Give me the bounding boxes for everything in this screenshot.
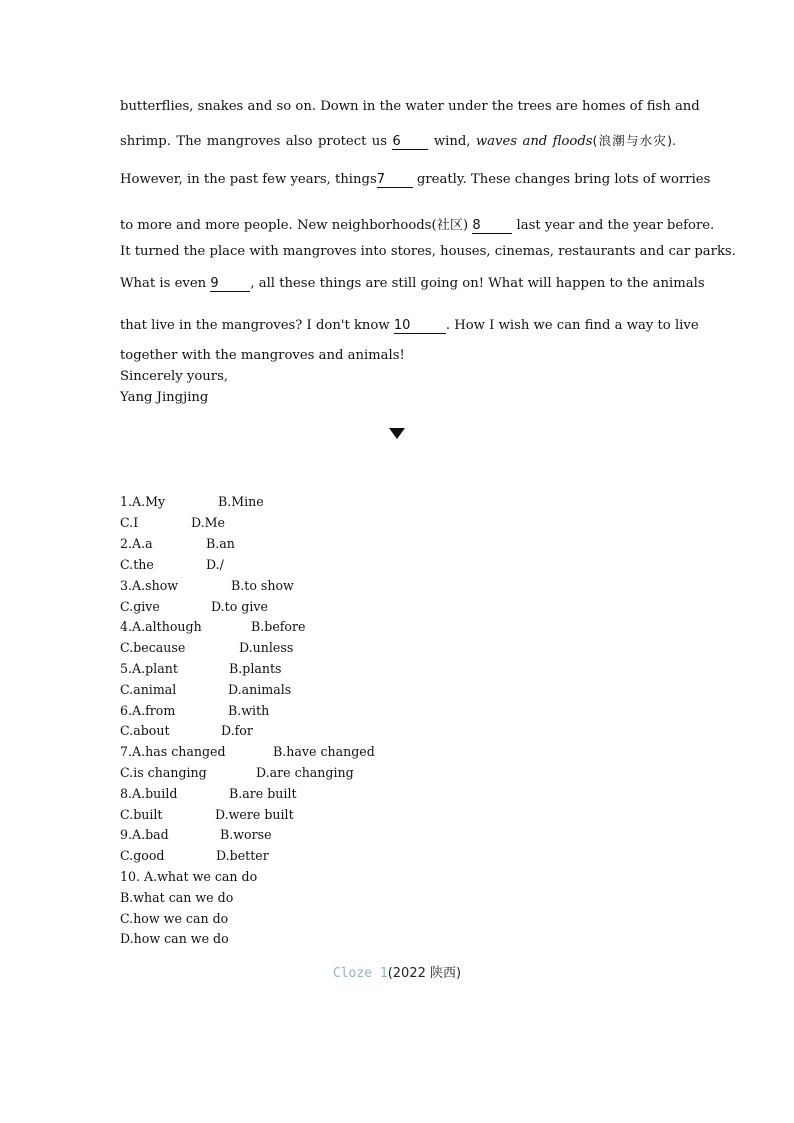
closing: Sincerely yours, (120, 369, 229, 384)
option-1b[interactable]: B.Mine (218, 494, 264, 509)
option-10a[interactable]: 10. A.what we can do (120, 869, 258, 884)
passage-line-7: that live in the mangroves? I don't know 10 . How I wish we can find a way to live (120, 318, 699, 333)
signature: Yang Jingjing (120, 390, 209, 405)
blank-9[interactable]: 9 (210, 277, 250, 292)
option-4c[interactable]: C.because (120, 640, 186, 655)
option-9a[interactable]: 9.A.bad (120, 827, 169, 842)
option-8b[interactable]: B.are built (229, 786, 297, 801)
option-10d[interactable]: D.how can we do (120, 931, 229, 946)
blank-7[interactable]: 7 (377, 173, 413, 188)
source-label: (2022 陕西) (387, 966, 462, 981)
option-6c[interactable]: C.about (120, 723, 170, 738)
option-2d[interactable]: D./ (206, 557, 224, 572)
option-7d[interactable]: D.are changing (256, 765, 354, 780)
option-9d[interactable]: D.better (216, 848, 269, 863)
option-5b[interactable]: B.plants (229, 661, 282, 676)
blank-8[interactable]: 8 (472, 219, 512, 234)
option-9b[interactable]: B.worse (220, 827, 272, 842)
option-2b[interactable]: B.an (206, 536, 235, 551)
option-8d[interactable]: D.were built (215, 807, 294, 822)
option-6d[interactable]: D.for (221, 723, 253, 738)
passage-line-5: It turned the place with mangroves into stores, houses, cinemas, restaurants and car parks. (120, 244, 736, 259)
footer-source (0, 962, 794, 981)
option-1a[interactable]: 1.A.My (120, 494, 166, 509)
option-7c[interactable]: C.is changing (120, 765, 207, 780)
option-6a[interactable]: 6.A.from (120, 703, 176, 718)
option-5d[interactable]: D.animals (228, 682, 292, 697)
passage-line-4: to more and more people. New neighborhoods(社区) 8 last year and the year before. (120, 218, 715, 233)
option-4b[interactable]: B.before (251, 619, 306, 634)
passage-line-6: What is even 9 , all these things are still going on! What will happen to the animals (120, 276, 705, 291)
passage-line-8: together with the mangroves and animals! (120, 348, 405, 363)
option-1d[interactable]: D.Me (191, 515, 225, 530)
option-8a[interactable]: 8.A.build (120, 786, 178, 801)
option-3a[interactable]: 3.A.show (120, 578, 179, 593)
blank-10[interactable]: 10 (394, 319, 446, 334)
option-4a[interactable]: 4.A.although (120, 619, 202, 634)
cloze-link[interactable]: Cloze 1 (332, 966, 388, 981)
passage-line-2: shrimp. The mangroves also protect us 6 wind, waves and floods(浪潮与水灾). (120, 133, 676, 149)
option-2c[interactable]: C.the (120, 557, 154, 572)
option-1c[interactable]: C.I (120, 515, 139, 530)
option-8c[interactable]: C.built (120, 807, 163, 822)
option-3c[interactable]: C.give (120, 599, 160, 614)
down-triangle-icon[interactable] (389, 428, 405, 439)
blank-6[interactable]: 6 (392, 135, 428, 150)
passage-line-3: However, in the past few years, things7 greatly. These changes bring lots of worries (120, 172, 711, 187)
passage-line-1: butterflies, snakes and so on. Down in the water under the trees are homes of fish and (120, 99, 700, 114)
option-9c[interactable]: C.good (120, 848, 165, 863)
option-7b[interactable]: B.have changed (273, 744, 375, 759)
option-4d[interactable]: D.unless (239, 640, 294, 655)
option-10b[interactable]: B.what can we do (120, 890, 234, 905)
option-10c[interactable]: C.how we can do (120, 911, 229, 926)
option-6b[interactable]: B.with (228, 703, 270, 718)
option-3b[interactable]: B.to show (231, 578, 294, 593)
option-5a[interactable]: 5.A.plant (120, 661, 178, 676)
option-5c[interactable]: C.animal (120, 682, 177, 697)
option-2a[interactable]: 2.A.a (120, 536, 153, 551)
option-7a[interactable]: 7.A.has changed (120, 744, 226, 759)
option-3d[interactable]: D.to give (211, 599, 268, 614)
